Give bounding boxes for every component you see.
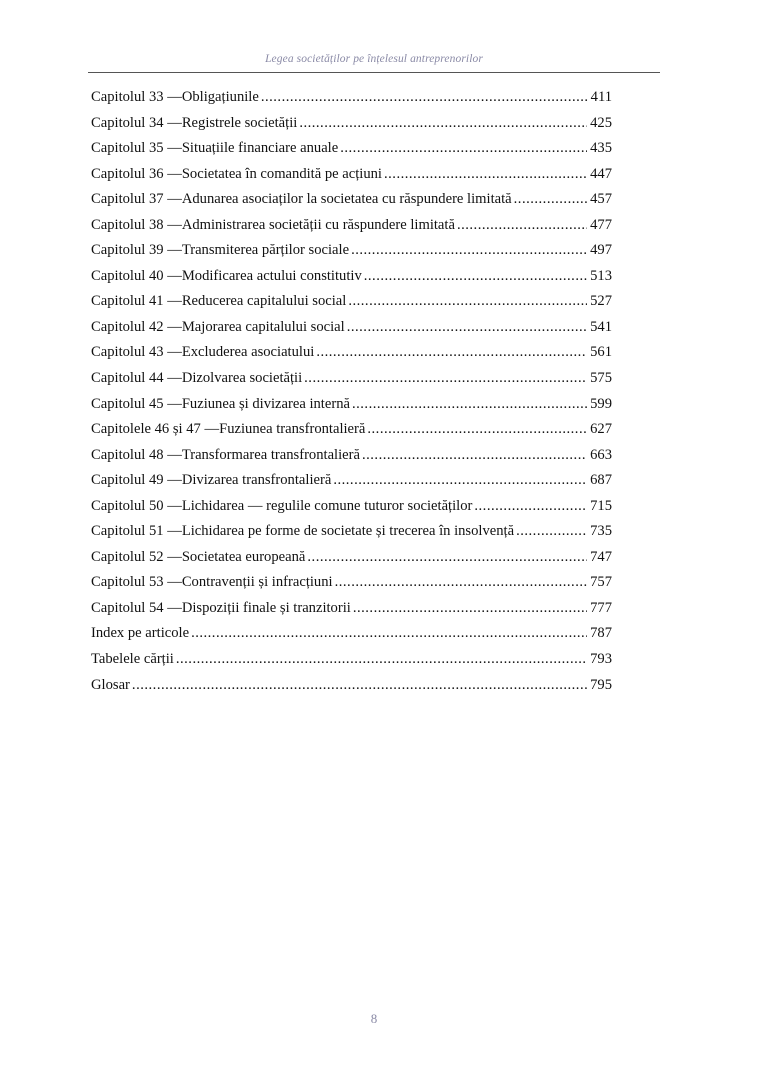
toc-chapter-label: Capitolul 51 — — [91, 523, 182, 540]
toc-chapter-label: Capitolul 39 — — [91, 242, 182, 259]
toc-page-number: 425 — [590, 114, 612, 131]
toc-title: Administrarea societății cu răspundere limitată — [181, 216, 455, 233]
toc-dot-leader — [176, 651, 587, 668]
toc-title: Glosar — [91, 676, 130, 693]
toc-title: Lichidarea — regulile comune tuturor societăților — [181, 497, 473, 514]
toc-chapter-label: Capitolul 45 — — [91, 395, 182, 412]
toc-title: Societatea europeană — [181, 548, 306, 565]
toc-entry[interactable] — [91, 421, 612, 447]
toc-dot-leader — [316, 344, 587, 361]
toc-chapter-label: Capitolul 40 — — [91, 267, 182, 284]
toc-page-number: 411 — [590, 89, 612, 105]
toc-entry[interactable] — [91, 319, 612, 345]
toc-page-number: 735 — [590, 523, 612, 540]
toc-entry[interactable] — [91, 370, 612, 396]
toc-dot-leader — [474, 498, 587, 515]
toc-entry[interactable] — [91, 115, 612, 141]
toc-chapter-label: Capitolul 34 — — [91, 114, 182, 131]
toc-chapter-label: Capitolul 38 — — [91, 216, 182, 233]
toc-dot-leader — [384, 166, 587, 183]
toc-chapter-label: Capitolul 50 — — [91, 497, 182, 514]
toc-title: Lichidarea pe forme de societate și trecerea în insolvență — [181, 523, 515, 540]
toc-entry[interactable] — [91, 89, 612, 115]
toc-page-number: 793 — [590, 651, 612, 668]
toc-title: Situațiile financiare anuale — [181, 140, 339, 157]
toc-title: Dizolvarea societății — [181, 370, 303, 387]
toc-entry[interactable] — [91, 625, 612, 651]
toc-chapter-label: Capitolul 41 — — [91, 293, 182, 310]
toc-title: Modificarea actului constitutiv — [181, 267, 362, 284]
toc-chapter-label: Capitolul 54 — — [91, 599, 182, 616]
toc-entry[interactable] — [91, 549, 612, 575]
page-number: 8 — [370, 1011, 378, 1026]
toc-chapter-label: Capitolul 35 — — [91, 140, 182, 157]
toc-page-number: 715 — [590, 497, 612, 514]
toc-entry[interactable] — [91, 140, 612, 166]
toc-chapter-label: Capitolul 48 — — [91, 446, 182, 463]
toc-page-number: 457 — [590, 191, 612, 208]
toc-title: Dispoziții finale și tranzitorii — [181, 599, 351, 616]
header-divider — [88, 72, 660, 73]
toc-dot-leader — [351, 242, 587, 259]
toc-entry[interactable] — [91, 217, 612, 243]
toc-page-number: 599 — [590, 395, 612, 412]
toc-entry[interactable] — [91, 191, 612, 217]
toc-title: Contravenții și infracțiuni — [181, 574, 333, 591]
toc-chapter-label: Capitolele 46 și 47 — — [91, 421, 220, 438]
toc-title: Obligațiunile — [181, 89, 259, 105]
toc-dot-leader — [333, 472, 587, 489]
toc-title: Societatea în comandită pe acțiuni — [181, 165, 382, 182]
toc-page-number: 497 — [590, 242, 612, 259]
toc-page-number: 757 — [590, 574, 612, 591]
toc-chapter-label: Capitolul 36 — — [91, 165, 182, 182]
toc-entry[interactable] — [91, 498, 612, 524]
toc-title: Fuziunea transfrontalieră — [219, 421, 366, 438]
toc-title: Fuziunea și divizarea internă — [181, 395, 350, 412]
toc-dot-leader — [348, 293, 587, 310]
toc-page-number: 435 — [590, 140, 612, 157]
toc-chapter-label: Capitolul 53 — — [91, 574, 182, 591]
toc-chapter-label: Capitolul 49 — — [91, 472, 182, 489]
toc-title: Registrele societății — [181, 114, 298, 131]
toc-entry[interactable] — [91, 242, 612, 268]
toc-entry[interactable] — [91, 600, 612, 626]
toc-page-number: 527 — [590, 293, 612, 310]
toc-entry[interactable] — [91, 344, 612, 370]
toc-title: Tabelele cărții — [91, 651, 174, 668]
toc-entry[interactable] — [91, 651, 612, 677]
toc-title: Transmiterea părților sociale — [181, 242, 350, 259]
toc-chapter-label: Capitolul 52 — — [91, 548, 182, 565]
toc-dot-leader — [347, 319, 587, 336]
toc-page-number: 777 — [590, 599, 612, 616]
toc-page-number: 627 — [590, 421, 612, 438]
toc-page-number: 541 — [590, 318, 612, 335]
toc-chapter-label: Capitolul 33 — — [91, 89, 182, 105]
toc-title: Adunarea asociaților la societatea cu răspundere limitată — [181, 191, 512, 208]
toc-title: Reducerea capitalului social — [181, 293, 347, 310]
toc-dot-leader — [353, 600, 587, 617]
toc-entry[interactable] — [91, 293, 612, 319]
toc-chapter-label: Capitolul 42 — — [91, 318, 182, 335]
toc-chapter-label: Capitolul 43 — — [91, 344, 182, 361]
toc-dot-leader — [335, 574, 588, 591]
toc-entry[interactable] — [91, 677, 612, 703]
table-of-contents — [91, 89, 612, 702]
toc-dot-leader — [362, 447, 587, 464]
toc-chapter-label: Capitolul 37 — — [91, 191, 182, 208]
toc-dot-leader — [132, 677, 587, 694]
toc-page-number: 575 — [590, 370, 612, 387]
toc-dot-leader — [261, 89, 588, 106]
toc-page-number: 513 — [590, 267, 612, 284]
toc-title: Transformarea transfrontalieră — [181, 446, 360, 463]
toc-chapter-label: Capitolul 44 — — [91, 370, 182, 387]
running-header: Legea societăților pe înțelesul antreprenorilor — [265, 53, 483, 65]
toc-title: Excluderea asociatului — [181, 344, 315, 361]
toc-page-number: 663 — [590, 446, 612, 463]
toc-entry[interactable] — [91, 574, 612, 600]
toc-page-number: 561 — [590, 344, 612, 361]
toc-title: Divizarea transfrontalieră — [181, 472, 332, 489]
toc-dot-leader — [514, 191, 587, 208]
toc-entry[interactable] — [91, 472, 612, 498]
toc-dot-leader — [364, 268, 587, 285]
toc-dot-leader — [367, 421, 587, 438]
toc-entry[interactable] — [91, 447, 612, 473]
toc-page-number: 687 — [590, 472, 612, 489]
toc-dot-leader — [307, 549, 587, 566]
toc-entry[interactable] — [91, 268, 612, 294]
toc-page-number: 747 — [590, 548, 612, 565]
toc-title: Majorarea capitalului social — [181, 318, 345, 335]
toc-dot-leader — [457, 217, 587, 234]
toc-dot-leader — [352, 396, 587, 413]
toc-page-number: 787 — [590, 625, 612, 642]
toc-page-number: 795 — [590, 676, 612, 693]
toc-dot-leader — [516, 523, 587, 540]
toc-title: Index pe articole — [91, 625, 190, 642]
toc-dot-leader — [340, 140, 587, 157]
toc-dot-leader — [299, 115, 587, 132]
toc-entry[interactable] — [91, 396, 612, 422]
toc-dot-leader — [304, 370, 587, 387]
toc-page-number: 447 — [590, 165, 612, 182]
toc-page-number: 477 — [590, 216, 612, 233]
toc-entry[interactable] — [91, 166, 612, 192]
toc-dot-leader — [191, 625, 587, 642]
toc-entry[interactable] — [91, 523, 612, 549]
